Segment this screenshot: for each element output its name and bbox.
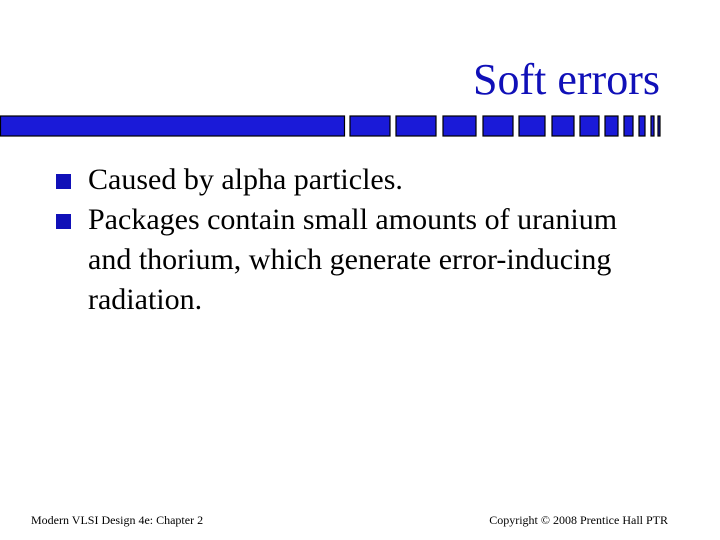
bullet-item: [56, 160, 666, 200]
title-underline-bar: [0, 114, 664, 138]
slide-title: Soft errors: [473, 55, 660, 104]
bullet-text: Packages contain small amounts of uranium and thorium, which generate error-inducing radiation.: [88, 203, 618, 316]
bar-segment: [396, 116, 436, 136]
square-bullet-icon: [56, 174, 71, 189]
footer-copyright: Copyright © 2008 Prentice Hall PTR: [489, 513, 668, 527]
bar-segment: [605, 116, 618, 136]
bullet-list: [56, 160, 666, 320]
bar-segment: [658, 116, 660, 136]
bar-segment: [483, 116, 513, 136]
bar-segment: [639, 116, 645, 136]
footer-course-label: Modern VLSI Design 4e: Chapter 2: [31, 513, 204, 527]
bullet-item: [56, 200, 666, 320]
bar-segment: [519, 116, 545, 136]
bar-segment: [443, 116, 476, 136]
bar-segment: [350, 116, 390, 136]
bar-segment: [651, 116, 654, 136]
bar-segment: [1, 116, 345, 136]
square-bullet-icon: [56, 214, 71, 229]
bar-segment: [552, 116, 574, 136]
bullet-text: Caused by alpha particles.: [88, 163, 403, 196]
bar-segment: [624, 116, 633, 136]
bar-segment: [580, 116, 599, 136]
